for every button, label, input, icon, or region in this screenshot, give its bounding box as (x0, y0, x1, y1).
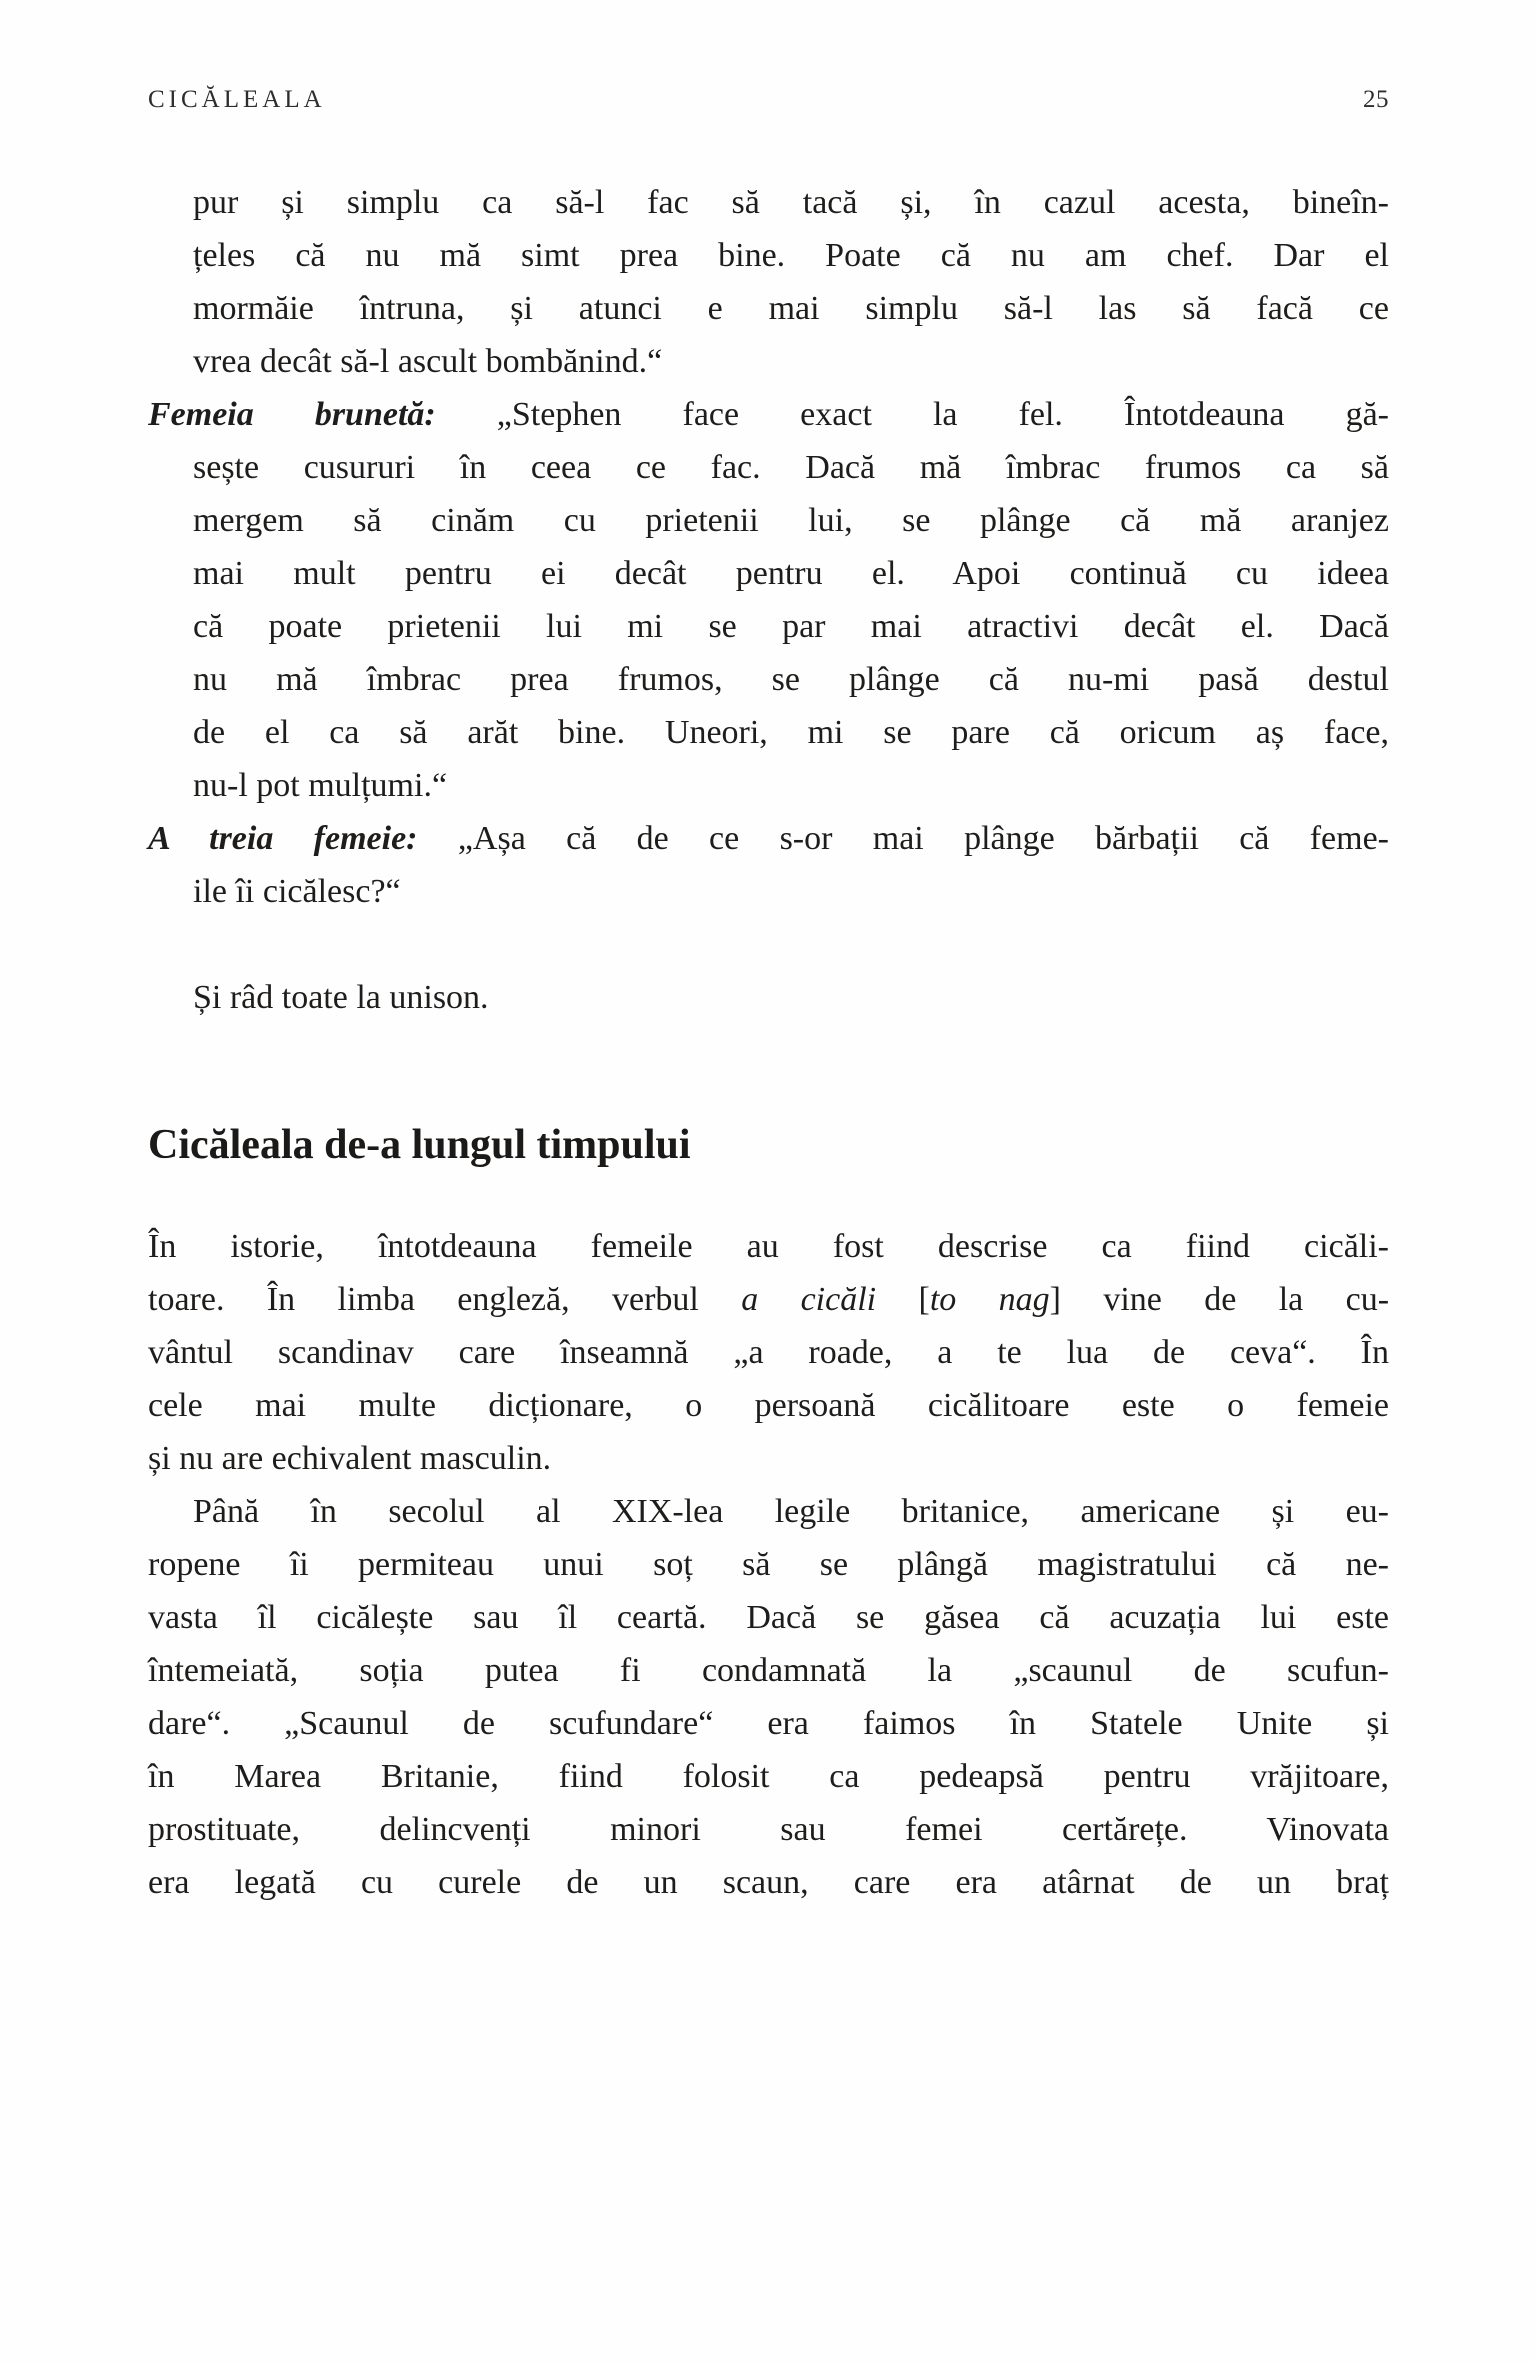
text-line: În istorie, întotdeauna femeile au fost descrise ca fiind cicăli- (148, 1228, 1389, 1266)
text-line: nu-l pot mulțumi.“ (193, 767, 448, 804)
text-line: pur și simplu ca să-l fac să tacă și, în cazul acesta, bineîn- (193, 184, 1389, 221)
text-line: mai mult pentru ei decât pentru el. Apoi continuă cu ideea (193, 555, 1389, 592)
section-heading: Cicăleala de-a lungul timpului (148, 1122, 691, 1168)
text-line: era legată cu curele de un scaun, care era atârnat de un braț (148, 1864, 1389, 1902)
emphasized-text: to nag (929, 1281, 1050, 1319)
text-line: sește cusururi în ceea ce fac. Dacă mă îmbrac frumos ca să (193, 449, 1389, 486)
paragraph-laughter (148, 971, 1389, 1024)
text-line: de el ca să arăt bine. Uneori, mi se pare că oricum aș face, (193, 714, 1389, 751)
paragraph-history-1 (148, 1220, 1389, 1485)
text-segment: „Așa că de ce s-or mai plânge bărbații că feme- (417, 820, 1389, 857)
emphasized-text: A treia femeie: (148, 820, 418, 857)
text-segment: ] vine de la cu- (1049, 1281, 1390, 1319)
text-line: și nu are echivalent masculin. (148, 1440, 552, 1478)
paragraph-quote-continuation (148, 176, 1389, 388)
text-segment: „Stephen face exact la fel. Întotdeauna gă- (435, 396, 1389, 433)
text-line: ile îi cicălesc?“ (193, 873, 401, 910)
text-line: cele mai multe dicționare, o persoană cicălitoare este o femeie (148, 1387, 1389, 1425)
text-line: dare“. „Scaunul de scufundare“ era faimos în Statele Unite și (148, 1705, 1389, 1743)
emphasized-text: Femeia brunetă: (148, 396, 436, 433)
text-line: în Marea Britanie, fiind folosit ca pedeapsă pentru vrăjitoare, (148, 1758, 1389, 1796)
text-line: nu mă îmbrac prea frumos, se plânge că nu-mi pasă destul (193, 661, 1389, 698)
text-line: că poate prietenii lui mi se par mai atractivi decât el. Dacă (193, 608, 1389, 645)
running-title: CICĂLEALA (148, 86, 326, 113)
text-line: întemeiată, soția putea fi condamnată la „scaunul de scufun- (148, 1652, 1389, 1690)
paragraph-history-2 (148, 1485, 1389, 1909)
text-line: vântul scandinav care înseamnă „a roade, a te lua de ceva“. În (148, 1334, 1389, 1372)
text-line: mormăie întruna, și atunci e mai simplu să-l las să facă ce (193, 290, 1389, 327)
page-number: 25 (1363, 86, 1389, 113)
text-line (148, 388, 1389, 441)
text-line (148, 1273, 1389, 1326)
dialogue-a-treia-femeie (148, 812, 1389, 918)
dialogue-femeia-bruneta (148, 388, 1389, 812)
text-segment: [ (876, 1281, 930, 1319)
text-line: țeles că nu mă simt prea bine. Poate că nu am chef. Dar el (193, 237, 1389, 274)
page-body (148, 176, 1389, 1909)
text-line: ropene îi permiteau unui soț să se plângă magistratului că ne- (148, 1546, 1389, 1584)
text-line: mergem să cinăm cu prietenii lui, se plânge că mă aranjez (193, 502, 1389, 539)
page-header (148, 86, 1389, 114)
text-line: Până în secolul al XIX-lea legile britanice, americane și eu- (193, 1493, 1389, 1531)
text-line: vrea decât să-l ascult bombănind.“ (193, 343, 663, 380)
text-line (148, 812, 1389, 865)
emphasized-text: a cicăli (741, 1281, 877, 1319)
text-line: vasta îl cicălește sau îl ceartă. Dacă se găsea că acuzația lui este (148, 1599, 1389, 1637)
text-line: prostituate, delincvenți minori sau femei certărețe. Vinovata (148, 1811, 1389, 1849)
text-line: Și râd toate la unison. (193, 979, 489, 1016)
text-segment: toare. În limba engleză, verbul (148, 1281, 742, 1319)
